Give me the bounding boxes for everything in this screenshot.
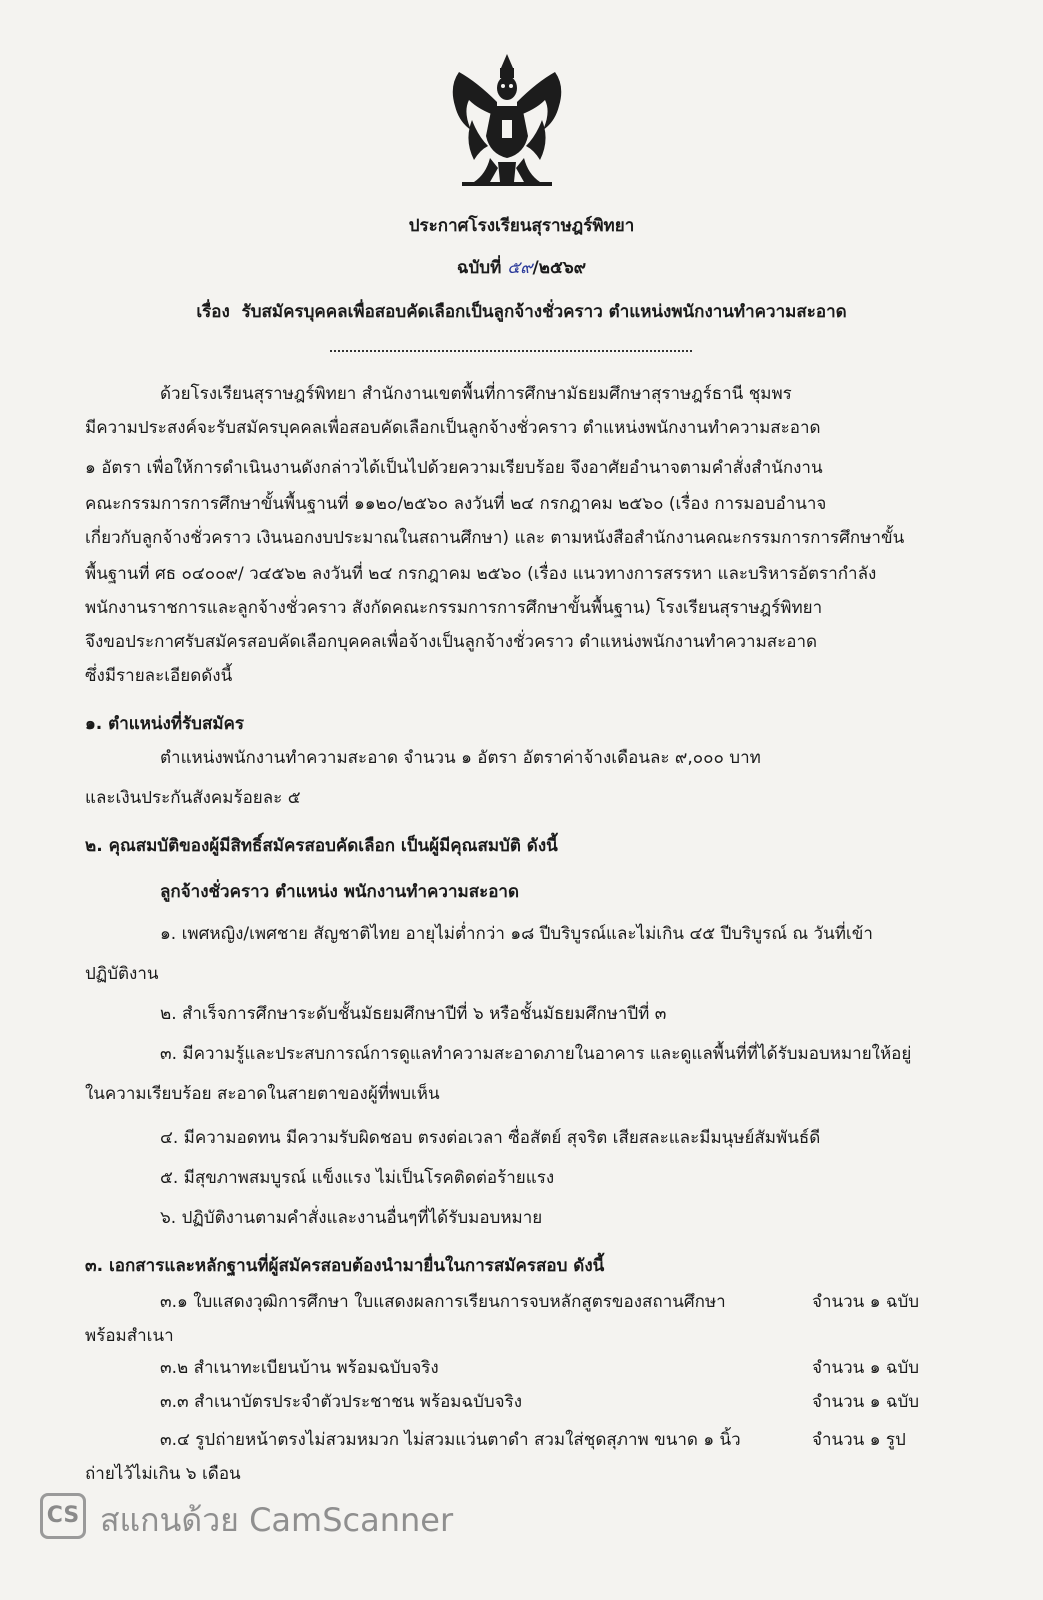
qualification-item: ๓. มีความรู้และประสบการณ์การดูแลทำความสะอาดภายในอาคาร และดูแลพื้นที่ที่ได้รับมอบหมายให้อยู่ [160, 1044, 912, 1064]
intro-line: พื้นฐานที่ ศธ ๐๔๐๐๙/ ว๔๕๖๒ ลงวันที่ ๒๔ กรกฎาคม ๒๕๖๐ (เรื่อง แนวทางการสรรหา และบริหารอัตรากำลัง [85, 564, 877, 584]
qualification-item-cont: ปฏิบัติงาน [85, 964, 159, 984]
separator-dotted-line [330, 348, 692, 352]
qualification-item-cont: ในความเรียบร้อย สะอาดในสายตาของผู้ที่พบเห็น [85, 1084, 440, 1104]
subject-text: รับสมัครบุคคลเพื่อสอบคัดเลือกเป็นลูกจ้างชั่วคราว ตำแหน่งพนักงานทำความสะอาด [241, 302, 847, 322]
document-item-text: ๓.๔ รูปถ่ายหน้าตรงไม่สวมหมวก ไม่สวมแว่นตาดำ สวมใส่ชุดสุภาพ ขนาด ๑ นิ้ว [160, 1430, 741, 1450]
section-2-heading: ๒. คุณสมบัติของผู้มีสิทธิ์สมัครสอบคัดเลือก เป็นผู้มีคุณสมบัติ ดังนี้ [85, 836, 558, 856]
intro-line: พนักงานราชการและลูกจ้างชั่วคราว สังกัดคณะกรรมการการศึกษาขั้นพื้นฐาน) โรงเรียนสุราษฎร์พิทยา [85, 598, 823, 618]
document-item-qty: จำนวน ๑ ฉบับ [812, 1392, 920, 1412]
subject-label: เรื่อง [196, 302, 230, 322]
handwritten-number: ๕๙ [507, 258, 533, 278]
announcement-subject [0, 300, 1043, 324]
intro-line: ด้วยโรงเรียนสุราษฎร์พิทยา สำนักงานเขตพื้นที่การศึกษามัธยมศึกษาสุราษฎร์ธานี ชุมพร [160, 384, 792, 404]
intro-line: เกี่ยวกับลูกจ้างชั่วคราว เงินนอกงบประมาณในสถานศึกษา) และ ตามหนังสือสำนักงานคณะกรรมการการศึกษาขั้น [85, 528, 905, 548]
qualification-item: ๖. ปฏิบัติงานตามคำสั่งและงานอื่นๆที่ได้รับมอบหมาย [160, 1208, 543, 1228]
document-item-text: ๓.๓ สำเนาบัตรประจำตัวประชาชน พร้อมฉบับจริง [160, 1392, 523, 1412]
document-item-qty: จำนวน ๑ รูป [812, 1430, 906, 1450]
intro-line: ๑ อัตรา เพื่อให้การดำเนินงานดังกล่าวได้เป็นไปด้วยความเรียบร้อย จึงอาศัยอำนาจตามคำสั่งสำนักงาน [85, 458, 823, 478]
document-item-cont: พร้อมสำเนา [85, 1326, 174, 1346]
document-item-text: ๓.๒ สำเนาทะเบียนบ้าน พร้อมฉบับจริง [160, 1358, 439, 1378]
section-2-subheading: ลูกจ้างชั่วคราว ตำแหน่ง พนักงานทำความสะอาด [160, 882, 520, 902]
intro-line: คณะกรรมการการศึกษาขั้นพื้นฐานที่ ๑๑๒๐/๒๕๖๐ ลงวันที่ ๒๔ กรกฎาคม ๒๕๖๐ (เรื่อง การมอบอำนาจ [85, 494, 827, 514]
announcement-title: ประกาศโรงเรียนสุราษฎร์พิทยา [408, 216, 635, 236]
qualification-item: ๕. มีสุขภาพสมบูรณ์ แข็งแรง ไม่เป็นโรคติดต่อร้ายแรง [160, 1168, 555, 1188]
intro-line: จึงขอประกาศรับสมัครสอบคัดเลือกบุคคลเพื่อจ้างเป็นลูกจ้างชั่วคราว ตำแหน่งพนักงานทำความสะอาด [85, 632, 818, 652]
announcement-number [0, 256, 1043, 280]
intro-line: มีความประสงค์จะรับสมัครบุคคลเพื่อสอบคัดเลือกเป็นลูกจ้างชั่วคราว ตำแหน่งพนักงานทำความสะอาด [85, 418, 821, 438]
camscanner-watermark: สแกนด้วย CamScanner [100, 1501, 454, 1539]
camscanner-logo-icon: CS [40, 1493, 86, 1539]
section-1-line: และเงินประกันสังคมร้อยละ ๕ [85, 788, 301, 808]
intro-line: ซึ่งมีรายละเอียดดังนี้ [85, 666, 233, 686]
section-3-heading: ๓. เอกสารและหลักฐานที่ผู้สมัครสอบต้องนำมายื่นในการสมัครสอบ ดังนี้ [85, 1256, 605, 1276]
qualification-item: ๑. เพศหญิง/เพศชาย สัญชาติไทย อายุไม่ต่ำกว่า ๑๘ ปีบริบูรณ์และไม่เกิน ๔๕ ปีบริบูรณ์ ณ วันที่เข้า [160, 924, 873, 944]
document-item-qty: จำนวน ๑ ฉบับ [812, 1292, 920, 1312]
garuda-emblem-icon [442, 50, 572, 198]
qualification-item: ๔. มีความอดทน มีความรับผิดชอบ ตรงต่อเวลา ซื่อสัตย์ สุจริต เสียสละและมีมนุษย์สัมพันธ์ดี [160, 1128, 821, 1148]
document-item-text: ๓.๑ ใบแสดงวุฒิการศึกษา ใบแสดงผลการเรียนการจบหลักสูตรของสถานศึกษา [160, 1292, 726, 1312]
document-item-cont: ถ่ายไว้ไม่เกิน ๖ เดือน [85, 1464, 241, 1484]
document-item-qty: จำนวน ๑ ฉบับ [812, 1358, 920, 1378]
section-1-line: ตำแหน่งพนักงานทำความสะอาด จำนวน ๑ อัตรา อัตราค่าจ้างเดือนละ ๙,๐๐๐ บาท [160, 748, 761, 768]
number-year: /๒๕๖๙ [532, 258, 587, 278]
qualification-item: ๒. สำเร็จการศึกษาระดับชั้นมัธยมศึกษาปีที่ ๖ หรือชั้นมัธยมศึกษาปีที่ ๓ [160, 1004, 667, 1024]
number-label: ฉบับที่ [456, 258, 502, 278]
section-1-heading: ๑. ตำแหน่งที่รับสมัคร [85, 714, 245, 734]
